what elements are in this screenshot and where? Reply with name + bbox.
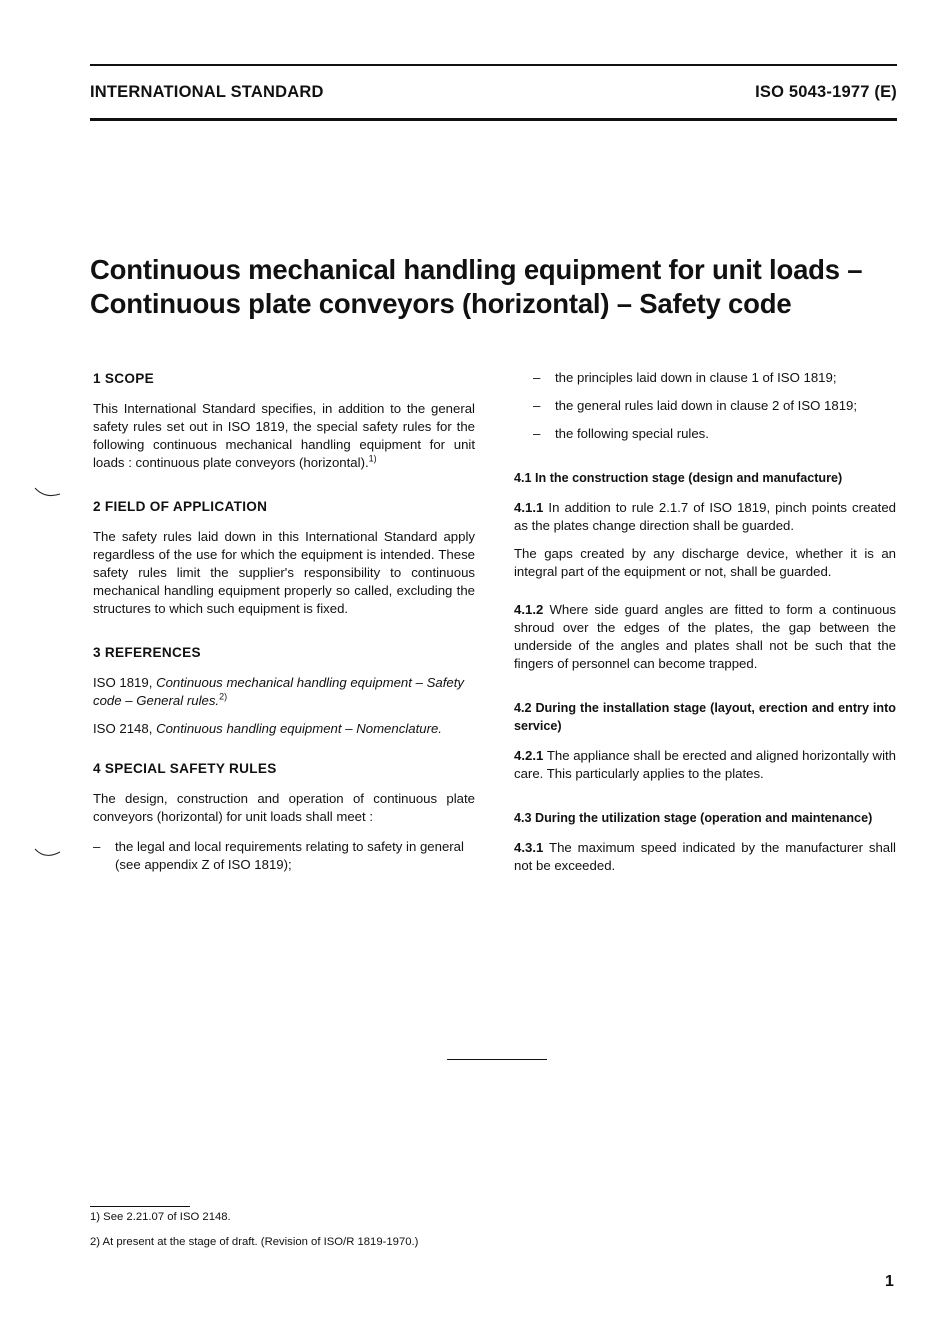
list-item: – the general rules laid down in clause 2 of ISO 1819;: [533, 398, 858, 413]
clause-4-1-1-continued: The gaps created by any discharge device, whether it is an integral part of the equipment or not, shall be guarded.: [514, 546, 896, 579]
footnote-ref-2: 2): [219, 691, 228, 702]
clause-4-2-1: 4.2.1 The appliance shall be erected and aligned horizontally with care. This particularly applies to the plates.: [514, 748, 896, 781]
section-4-3-heading: 4.3 During the utilization stage (operation and maintenance): [514, 811, 873, 825]
scope-text: This International Standard specifies, in addition to the general safety rules set out in ISO 1819, the special safety rules for the following continuous mechanical handling equipment for unit loads : continuous plate conveyors (horizontal).$^{1)}$: [93, 401, 475, 470]
margin-mark-1: [33, 485, 63, 499]
right-column: [514, 369, 896, 875]
reference-iso-2148: ISO 2148, Continuous handling equipment – Nomenclature.: [93, 721, 442, 736]
field-text: The safety rules laid down in this International Standard apply regardless of the use for which the equipment is intended. These safety rules limit the supplier's responsibility to continuous mechanical handling equipment properly so called, excluding the structures to which such equipment is fixed.: [93, 529, 475, 616]
end-of-text-rule: [447, 1059, 547, 1060]
header-rule: [90, 118, 897, 121]
special-rules-heading: 4 SPECIAL SAFETY RULES: [93, 761, 277, 776]
clause-4-1-2: 4.1.2 Where side guard angles are fitted to form a continuous shroud over the edges of the plates, the gap between the underside of the angles and plates shall not be such that the fingers of personnel can become trapped.: [514, 602, 896, 671]
left-column: [93, 370, 475, 874]
footnote-rule: [90, 1206, 190, 1207]
footnote-2: 2) At present at the stage of draft. (Revision of ISO/R 1819-1970.): [90, 1236, 419, 1248]
page-number: 1: [885, 1273, 894, 1290]
field-heading: 2 FIELD OF APPLICATION: [93, 499, 268, 514]
references-heading: 3 REFERENCES: [93, 645, 201, 660]
title-line-1: Continuous mechanical handling equipment for unit loads –: [90, 254, 863, 285]
top-rule: [90, 64, 897, 66]
header-left: INTERNATIONAL STANDARD: [90, 83, 324, 101]
list-item: – the legal and local requirements relating to safety in general (see appendix Z of ISO 1819);: [93, 839, 464, 872]
section-4-2-heading: 4.2 During the installation stage (layout, erection and entry into service): [514, 701, 896, 733]
list-item: – the principles laid down in clause 1 of ISO 1819;: [533, 370, 837, 385]
document-title: [90, 253, 890, 321]
special-rules-text: The design, construction and operation of continuous plate conveyors (horizontal) for unit loads shall meet :: [93, 791, 475, 824]
clause-4-1-1: 4.1.1 In addition to rule 2.1.7 of ISO 1819, pinch points created as the plates change direction shall be guarded.: [514, 500, 896, 533]
section-4-1-heading: 4.1 In the construction stage (design and manufacture): [514, 471, 843, 485]
header-right: ISO 5043-1977 (E): [755, 83, 897, 101]
footnote-ref-1: 1): [368, 453, 377, 464]
scope-heading: 1 SCOPE: [93, 371, 155, 386]
title-line-2: Continuous plate conveyors (horizontal) – Safety code: [90, 288, 792, 319]
list-item: – the following special rules.: [533, 426, 709, 441]
margin-mark-2: [33, 846, 63, 860]
clause-4-3-1: 4.3.1 The maximum speed indicated by the manufacturer shall not be exceeded.: [514, 840, 896, 873]
reference-iso-1819: ISO 1819, Continuous mechanical handling equipment – Safety code – General rules.$^{2)}$: [93, 675, 464, 708]
footnote-1: 1) See 2.21.07 of ISO 2148.: [90, 1211, 231, 1223]
